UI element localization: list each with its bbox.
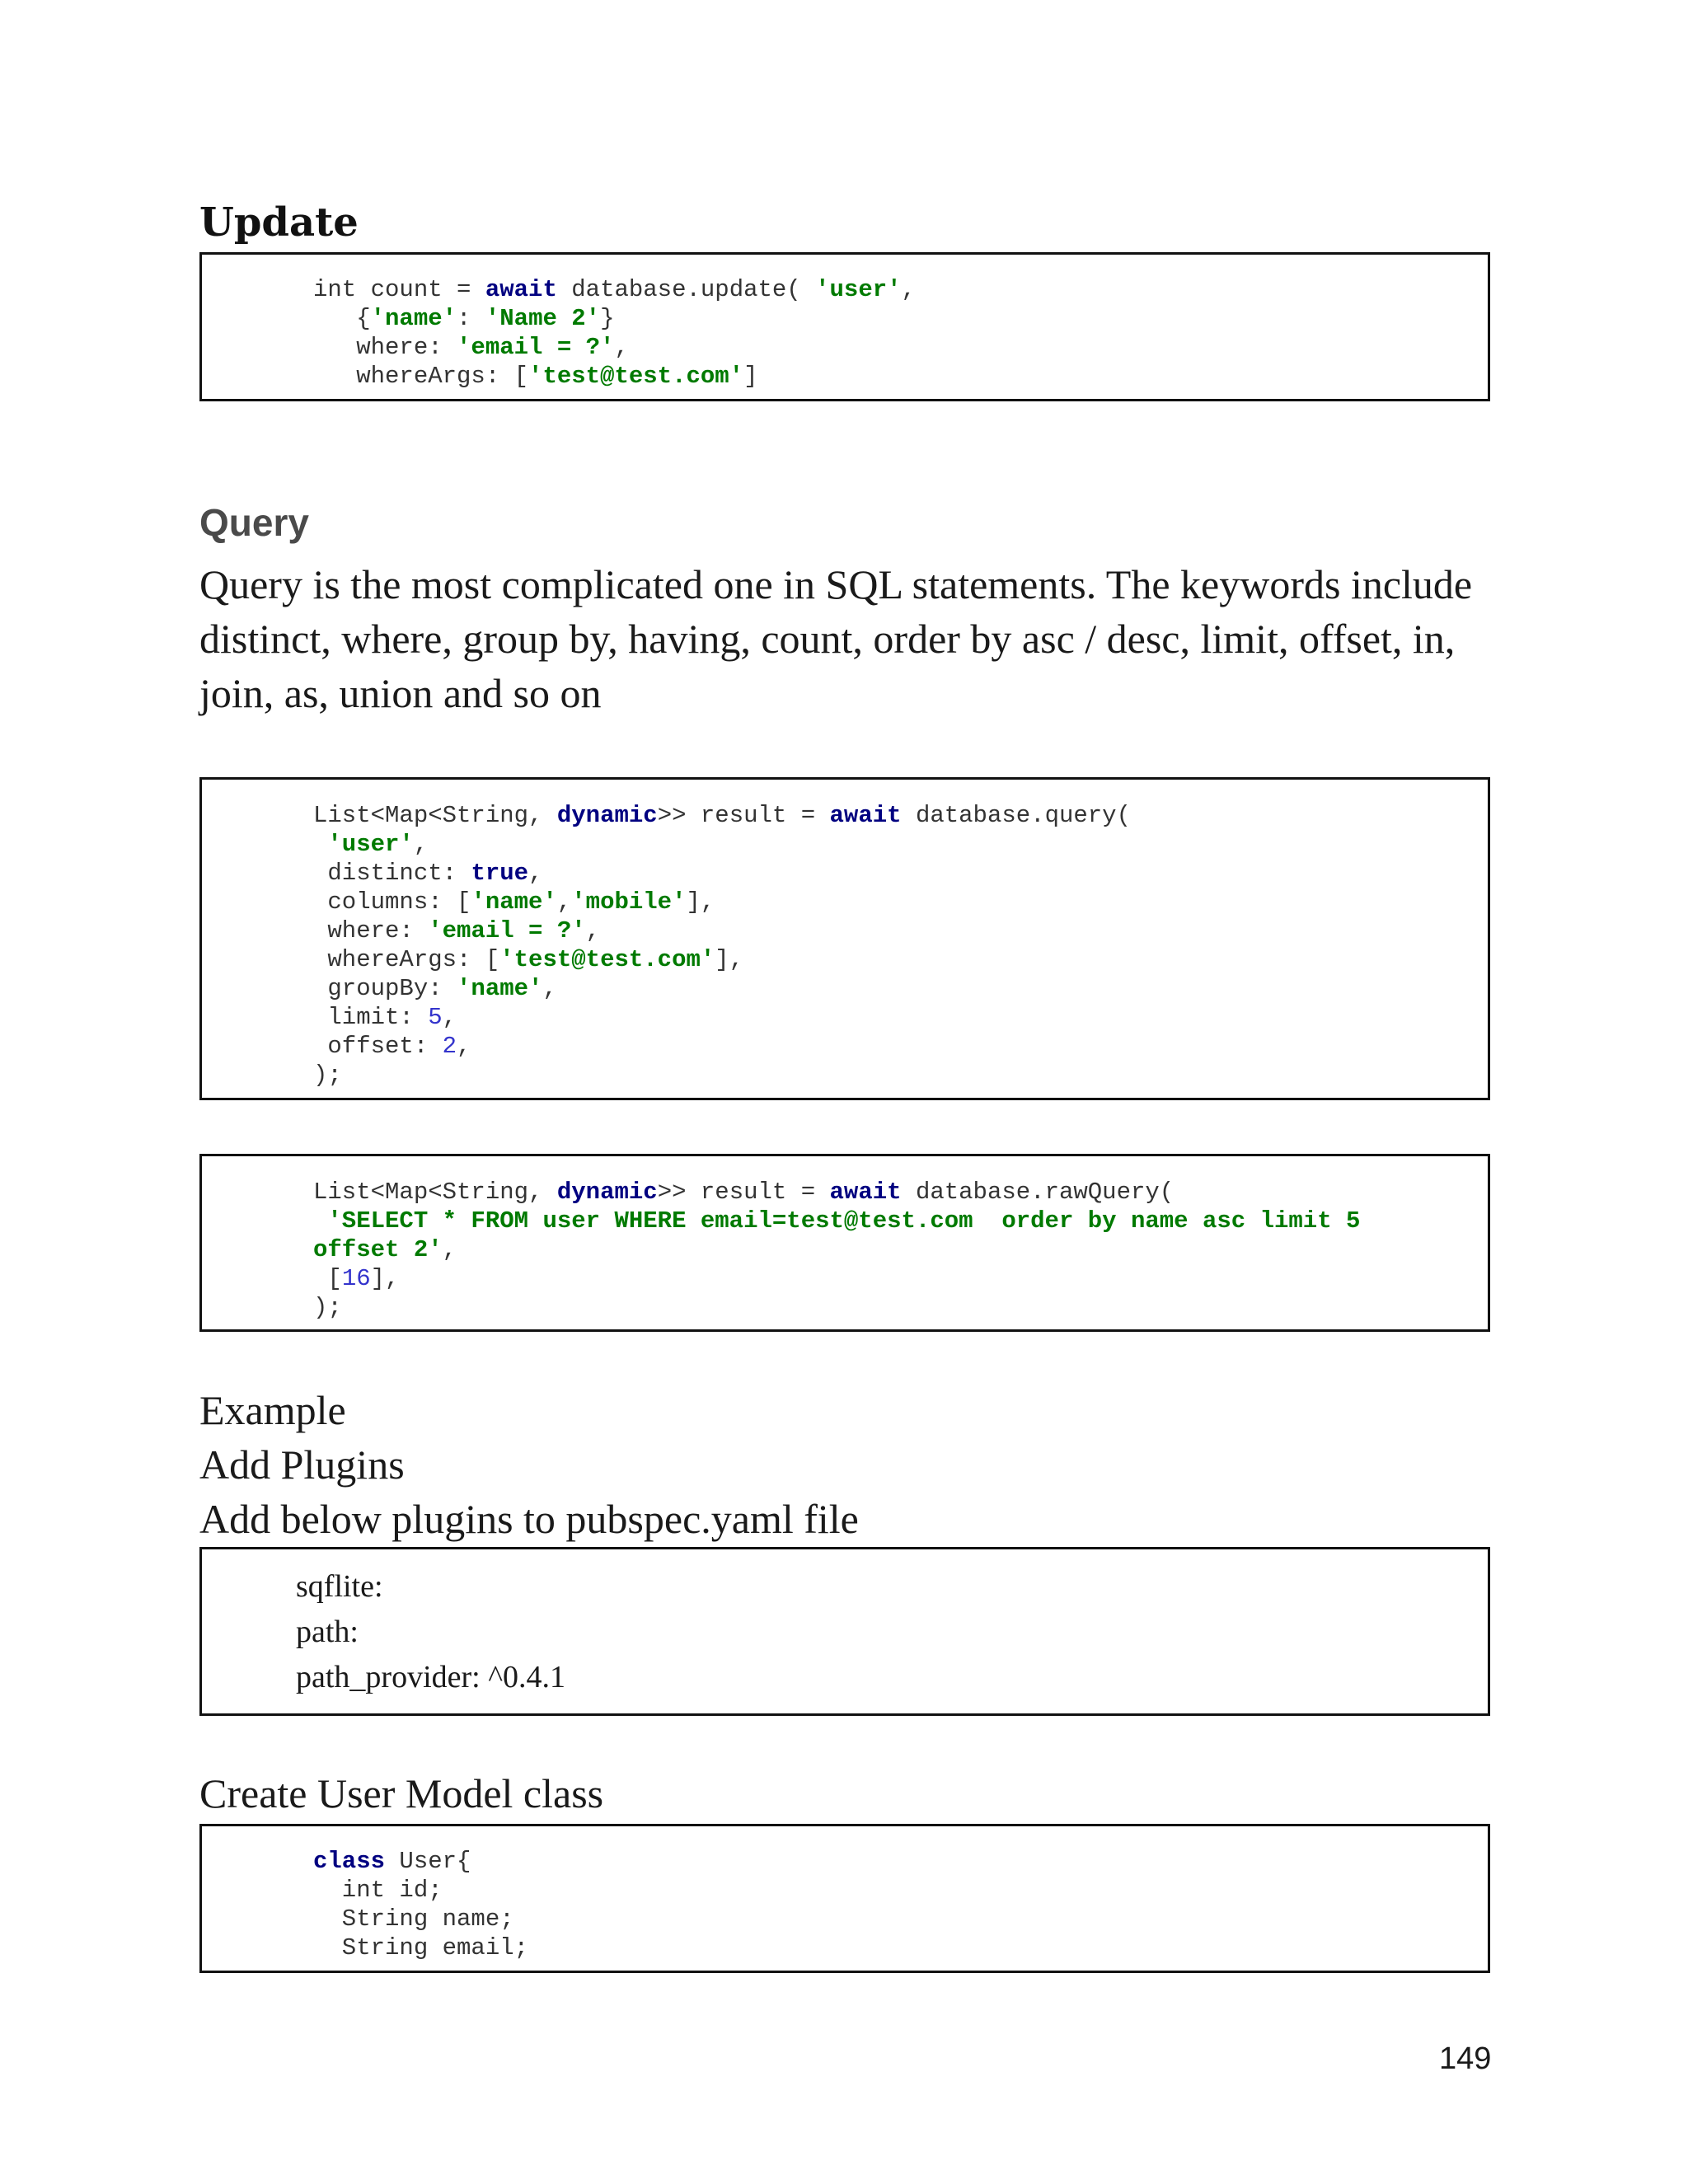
add-below-plugins-label: Add below plugins to pubspec.yaml file [199, 1496, 859, 1542]
code-token: limit: [313, 1004, 429, 1031]
example-label: Example [199, 1387, 346, 1433]
code-token: { [313, 305, 371, 332]
code-token-keyword: await [829, 802, 902, 829]
code-token-keyword: await [485, 276, 557, 303]
code-token: distinct: [313, 860, 471, 887]
code-token-keyword: dynamic [556, 802, 658, 829]
code-token: List<Map<String, [313, 802, 557, 829]
code-token-string: 'email = ?' [428, 917, 586, 944]
code-token: database.query( [901, 802, 1131, 829]
plugin-item: path_provider: ^0.4.1 [296, 1660, 566, 1694]
code-token: , [442, 1236, 457, 1263]
code-token-number: 5 [428, 1004, 443, 1031]
code-token: , [442, 1004, 457, 1031]
code-token: ], [715, 946, 744, 973]
update-heading: Update [199, 199, 359, 246]
code-token-string: 'user' [327, 831, 414, 858]
code-token: ); [313, 1062, 342, 1089]
plugin-item: sqflite: [296, 1569, 383, 1604]
code-token-number: 16 [341, 1265, 371, 1292]
code-token: ] [743, 363, 758, 390]
query-description: Query is the most complicated one in SQL statements. The keywords include distinct, where, group by, having, count, order by asc / desc, limit, offset, in, join, as, union and so on [199, 561, 1473, 716]
code-token: , [413, 831, 429, 858]
query-code-block [199, 777, 1490, 1100]
user-class-code-block [199, 1824, 1490, 1973]
code-token-keyword: await [829, 1179, 902, 1206]
code-token: , [614, 334, 629, 361]
code-token: offset: [313, 1033, 443, 1060]
code-token: String name; [313, 1905, 514, 1933]
code-token: ); [313, 1294, 342, 1321]
code-token-keyword: dynamic [556, 1179, 658, 1206]
code-token: database.rawQuery( [901, 1179, 1175, 1206]
code-token-string: 'test@test.com' [528, 363, 744, 390]
code-token: >> result = [657, 1179, 830, 1206]
code-token-string: 'email = ?' [457, 334, 615, 361]
code-token: : [457, 305, 485, 332]
update-code-block [199, 252, 1490, 401]
raw-query-code [313, 1178, 1488, 1322]
code-token: [ [313, 1265, 342, 1292]
code-token: , [528, 860, 543, 887]
code-token: database.update( [556, 276, 816, 303]
code-token-string: 'name' [457, 975, 543, 1002]
code-token: int count = [313, 276, 485, 303]
code-token-string: 'name' [471, 888, 557, 916]
plugins-list [296, 1564, 1488, 1700]
code-token: String email; [313, 1934, 529, 1961]
code-token: , [556, 888, 572, 916]
code-token: , [585, 917, 601, 944]
query-heading: Query [199, 501, 309, 544]
code-token-string: 'test@test.com' [499, 946, 715, 973]
code-token: where: [313, 917, 429, 944]
code-token: groupBy: [313, 975, 457, 1002]
code-token: where: [313, 334, 457, 361]
code-token-string: 'name' [370, 305, 457, 332]
code-token-keyword: class [313, 1848, 386, 1875]
code-token [313, 831, 327, 858]
code-token [313, 1207, 327, 1235]
add-plugins-label: Add Plugins [199, 1441, 405, 1488]
code-token: , [542, 975, 557, 1002]
code-token: User{ [385, 1848, 471, 1875]
code-token: columns: [ [313, 888, 471, 916]
code-token-string: offset 2' [313, 1236, 443, 1263]
user-class-code [313, 1847, 1488, 1962]
code-token-keyword: true [471, 860, 529, 887]
code-token: >> result = [657, 802, 830, 829]
create-model-label: Create User Model class [199, 1770, 604, 1816]
code-token: ], [686, 888, 715, 916]
code-token: whereArgs: [ [313, 946, 500, 973]
code-token: } [600, 305, 615, 332]
code-token: int id; [313, 1877, 443, 1904]
code-token-string: 'SELECT * FROM user WHERE email=test@test.com order by name asc limit 5 [327, 1207, 1361, 1235]
page-number: 149 [1439, 2041, 1492, 2076]
code-token: List<Map<String, [313, 1179, 557, 1206]
code-token-string: 'user' [815, 276, 902, 303]
code-token: , [901, 276, 916, 303]
update-code [313, 275, 1488, 391]
code-token: ], [370, 1265, 400, 1292]
raw-query-code-block [199, 1154, 1490, 1332]
plugins-block [199, 1547, 1490, 1716]
code-token-number: 2 [442, 1033, 457, 1060]
code-token-string: 'Name 2' [485, 305, 601, 332]
code-token-string: 'mobile' [571, 888, 687, 916]
code-token: whereArgs: [ [313, 363, 529, 390]
code-token: , [457, 1033, 471, 1060]
query-code [313, 801, 1488, 1090]
plugin-item: path: [296, 1615, 359, 1649]
